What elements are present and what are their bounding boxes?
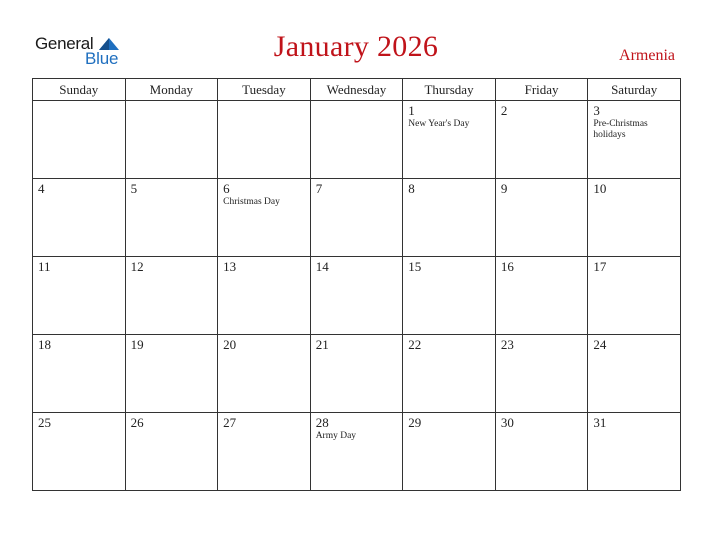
calendar-week-row: [33, 257, 681, 335]
day-number: 13: [223, 259, 237, 274]
day-cell: [403, 335, 496, 413]
calendar-title: January 2026: [273, 30, 439, 63]
day-number: 2: [500, 103, 508, 118]
day-cell: [495, 413, 588, 491]
day-number: 6: [223, 181, 230, 196]
day-cell: [588, 179, 681, 257]
day-cell: [310, 335, 403, 413]
day-cell: [495, 257, 588, 335]
day-number: 5: [130, 181, 138, 196]
day-cell: [125, 179, 218, 257]
day-cell: [310, 413, 403, 491]
day-cell: [125, 101, 218, 179]
day-cell: [495, 335, 588, 413]
day-number: [311, 101, 403, 104]
day-cell: [33, 101, 126, 179]
weekday-header: Tuesday: [218, 79, 311, 101]
day-number: 12: [130, 259, 144, 274]
weekday-header: Sunday: [33, 79, 126, 101]
day-number: 16: [500, 259, 514, 274]
weekday-header-row: [33, 79, 681, 101]
day-cell: [588, 335, 681, 413]
day-number: 23: [500, 337, 514, 352]
calendar-week-row: [33, 413, 681, 491]
holiday-label: New Year's Day: [408, 119, 470, 129]
day-cell: [125, 413, 218, 491]
day-number: 8: [408, 181, 415, 196]
weekday-header: Friday: [495, 79, 588, 101]
country-label: Armenia: [619, 47, 675, 64]
day-cell: [588, 101, 681, 179]
calendar-grid: [32, 78, 681, 491]
holiday-label: Pre-Christmas holidays: [593, 119, 648, 140]
logo-text-general: General: [35, 34, 94, 53]
day-cell: [403, 257, 496, 335]
weekday-header: Saturday: [588, 79, 681, 101]
day-cell: [218, 101, 311, 179]
day-number: [33, 101, 125, 104]
day-number: 18: [38, 337, 51, 352]
day-number: 7: [315, 181, 323, 196]
day-number: 24: [593, 337, 607, 352]
weekday-header: Thursday: [403, 79, 496, 101]
calendar-week-row: [33, 179, 681, 257]
holiday-label: Christmas Day: [223, 197, 280, 207]
day-cell: [33, 413, 126, 491]
day-number: 20: [223, 337, 237, 352]
day-number: 9: [500, 181, 508, 196]
day-number: 28: [315, 415, 329, 430]
day-cell: [33, 179, 126, 257]
day-number: 10: [593, 181, 607, 196]
day-cell: [125, 257, 218, 335]
day-cell: [403, 101, 496, 179]
day-cell: [218, 257, 311, 335]
calendar-week-row: [33, 335, 681, 413]
day-number: 21: [315, 337, 329, 352]
day-number: 17: [593, 259, 607, 274]
day-number: 30: [500, 415, 514, 430]
day-number: 31: [593, 415, 607, 430]
day-number: 25: [38, 415, 51, 430]
day-number: 11: [38, 259, 51, 274]
day-number: 15: [408, 259, 422, 274]
day-cell: [125, 335, 218, 413]
day-number: [126, 101, 218, 104]
day-cell: [495, 179, 588, 257]
day-cell: [310, 179, 403, 257]
weekday-header: Monday: [125, 79, 218, 101]
day-number: 29: [408, 415, 422, 430]
day-cell: [218, 335, 311, 413]
day-number: 3: [593, 103, 600, 118]
day-number: 26: [130, 415, 144, 430]
day-cell: [310, 257, 403, 335]
day-cell: [495, 101, 588, 179]
holiday-label: Army Day: [315, 431, 357, 441]
day-number: 19: [130, 337, 144, 352]
day-cell: [218, 179, 311, 257]
calendar-week-row: [33, 101, 681, 179]
logo-text-blue: Blue: [85, 49, 119, 68]
day-number: 22: [408, 337, 422, 352]
day-cell: [588, 257, 681, 335]
day-cell: [310, 101, 403, 179]
weekday-header: Wednesday: [310, 79, 403, 101]
day-number: 1: [408, 103, 415, 118]
calendar-body: [33, 101, 681, 491]
day-number: 27: [223, 415, 237, 430]
day-number: 14: [315, 259, 329, 274]
day-cell: [403, 413, 496, 491]
day-cell: [218, 413, 311, 491]
day-cell: [588, 413, 681, 491]
day-cell: [33, 257, 126, 335]
day-number: [218, 101, 310, 104]
day-cell: [33, 335, 126, 413]
day-number: 4: [38, 181, 45, 196]
day-cell: [403, 179, 496, 257]
